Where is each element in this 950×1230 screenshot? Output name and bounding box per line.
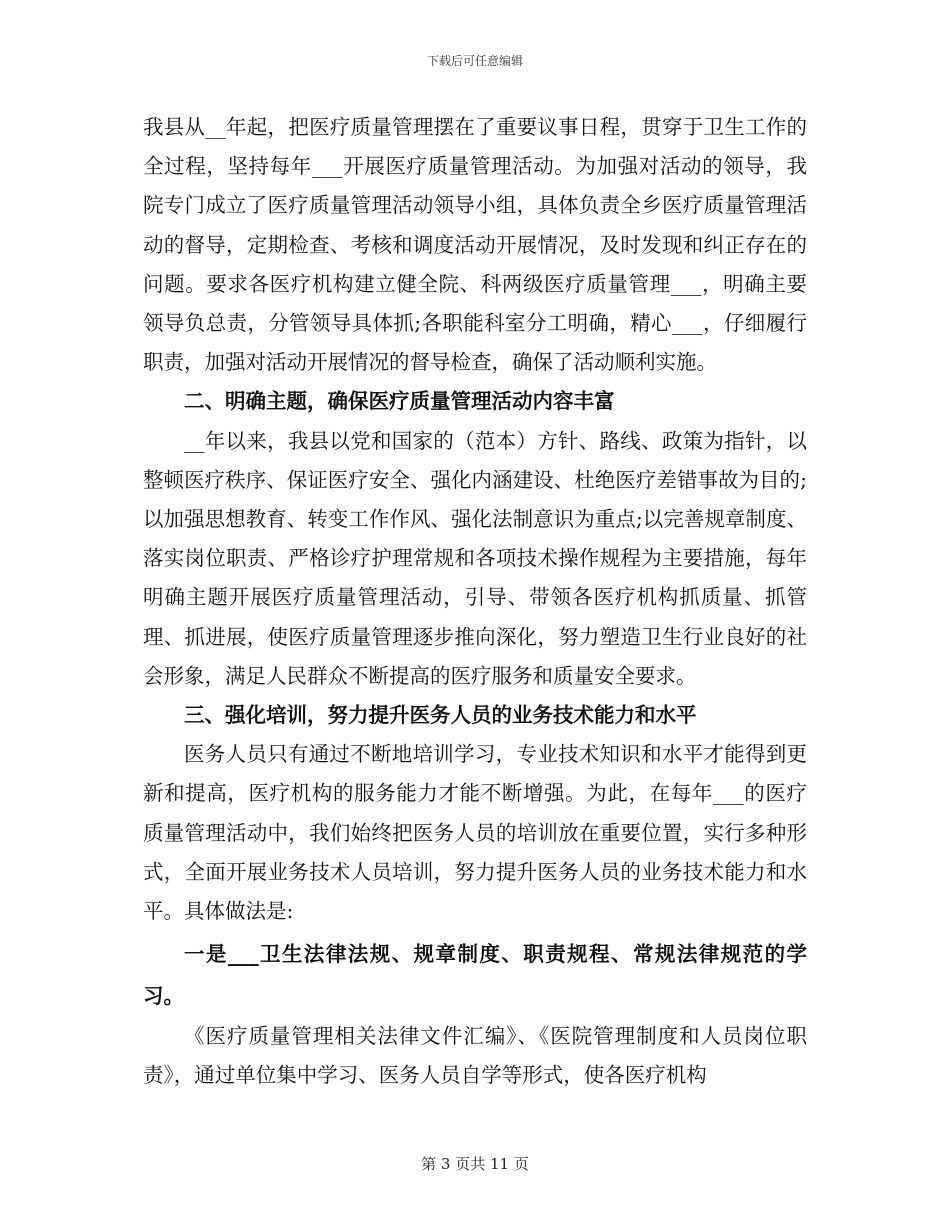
- page-footer: 第 3 页共 11 页: [421, 1155, 529, 1173]
- section-heading-3: 三、强化培训，努力提升医务人员的业务技术能力和水平: [184, 703, 697, 728]
- subsection-heading-1: 一是___卫生法律法规、规章制度、职责规程、常规法律规范的学习。: [143, 942, 807, 1009]
- document-body: [143, 108, 807, 1096]
- paragraph-training: 医务人员只有通过不断地培训学习，专业技术知识和水平才能得到更新和提高，医疗机构的服务能力才能不断增强。为此，在每年___的医疗质量管理活动中，我们始终把医务人员的培训放在重要位置，实行多种形式，全面开展业务技术人员培训，努力提升医务人员的业务技术能力和水平。具体做法是:: [143, 742, 807, 924]
- section-heading-2: 二、明确主题，确保医疗质量管理活动内容丰富: [184, 389, 615, 414]
- paragraph-leadership: 我县从__年起，把医疗质量管理摆在了重要议事日程，贯穿于卫生工作的全过程，坚持每年___开展医疗质量管理活动。为加强对活动的领导，我院专门成立了医疗质量管理活动领导小组，具体负责全乡医疗质量管理活动的督导，定期检查、考核和调度活动开展情况，及时发现和纠正存在的问题。要求各医疗机构建立健全院、科两级医疗质量管理___，明确主要领导负总责，分管领导具体抓;各职能科室分工明确，精心___，仔细履行职责，加强对活动开展情况的督导检查，确保了活动顺利实施。: [143, 115, 807, 375]
- paragraph-theme: __年以来，我县以党和国家的（范本）方针、路线、政策为指针，以整顿医疗秩序、保证医疗安全、强化内涵建设、杜绝医疗差错事故为目的;以加强思想教育、转变工作作风、强化法制意识为重点;以完善规章制度、落实岗位职责、严格诊疗护理常规和各项技术操作规程为主要措施，每年明确主题开展医疗质量管理活动，引导、带领各医疗机构抓质量、抓管理、抓进展，使医疗质量管理逐步推向深化，努力塑造卫生行业良好的社会形象，满足人民群众不断提高的医疗服务和质量安全要求。: [143, 428, 807, 688]
- paragraph-documents: 《医疗质量管理相关法律文件汇编》、《医院管理制度和人员岗位职责》，通过单位集中学习、医务人员自学等形式，使各医疗机构: [143, 1024, 807, 1088]
- page-header: 下载后可任意编辑: [426, 54, 523, 68]
